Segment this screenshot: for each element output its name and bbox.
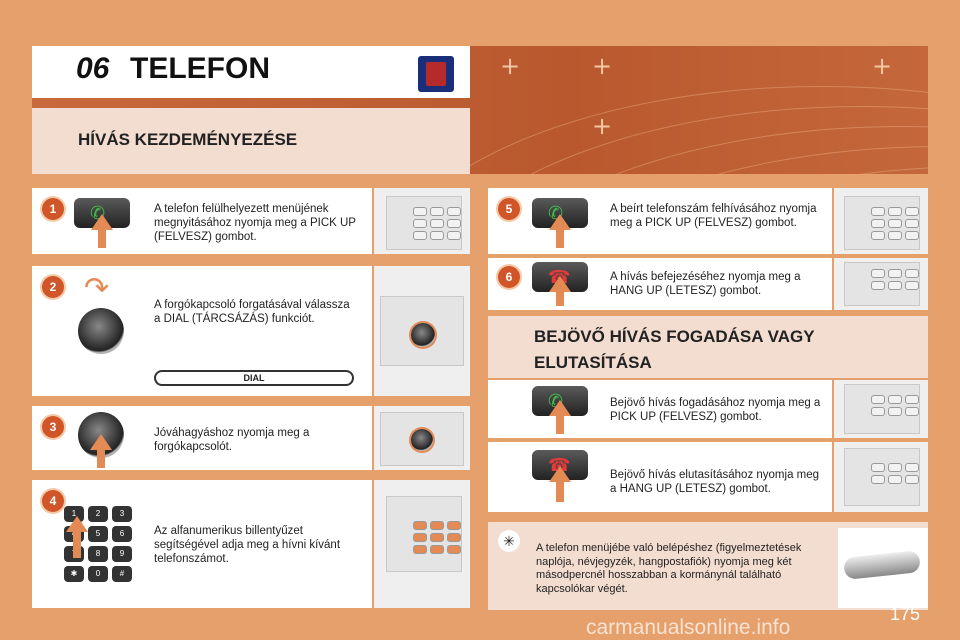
step-3-text: Jóváhagyáshoz nyomja meg a forgókapcsolót. [154, 427, 310, 453]
phone-screen-icon [844, 262, 920, 306]
rotary-knob-icon [78, 308, 124, 354]
section-heading [32, 108, 470, 174]
step-2-text: A forgókapcsoló forgatásával válassza a DIAL (TÁRCSÁZÁS) funkciót. [154, 299, 350, 325]
tip-text: A telefon menüjébe való belépéshez (figyelmeztetések naplója, névjegyzék, hangpostafiók) nyomja meg két másodpercnél hosszabban a kormánynál található kapcsolókar végét. [536, 542, 802, 595]
keypad-key: 3 [112, 506, 132, 522]
phone-screen-icon [386, 496, 462, 572]
keypad-key: 0 [88, 566, 108, 582]
arrow-up-icon [549, 214, 571, 230]
step-3-badge: 3 [42, 416, 64, 438]
arrow-up-icon [549, 400, 571, 416]
pick-up-button: ✆ [74, 198, 130, 228]
arrow-up-icon [90, 434, 112, 450]
reject-call-text: Bejövő hívás elutasításához nyomja meg a HANG UP (LETESZ) gombot. [610, 469, 820, 495]
step-4-text: Az alfanumerikus billentyűzet segítségével adja meg a hívni kívánt telefonszámot. [154, 525, 341, 565]
keypad-key: 6 [112, 526, 132, 542]
plus-decoration: + [500, 52, 521, 80]
plus-decoration: + [872, 52, 893, 80]
dial-label: DIAL [154, 370, 354, 386]
arrow-up-icon [549, 276, 571, 292]
watermark: carmanualsonline.info [586, 616, 791, 639]
hang-up-button: ☎ [532, 262, 588, 292]
step-5-badge: 5 [498, 198, 520, 220]
chapter-title: TELEFON [130, 52, 270, 85]
chapter-number: 06 [76, 52, 110, 85]
step-6-text: A hívás befejezéséhez nyomja meg a HANG UP (LETESZ) gombot. [610, 271, 801, 297]
phone-screen-icon [844, 448, 920, 506]
phone-logo-icon [418, 56, 454, 92]
control-panel-icon [380, 296, 464, 366]
step-4-badge: 4 [42, 490, 64, 512]
incoming-call-title: BEJÖVŐ HÍVÁS FOGADÁSA VAGY ELUTASÍTÁSA [534, 327, 815, 372]
phone-screen-icon [386, 196, 462, 250]
keypad-key: 9 [112, 546, 132, 562]
keypad-key: 8 [88, 546, 108, 562]
plus-decoration: + [592, 52, 613, 80]
incoming-call-heading [488, 316, 928, 378]
pick-up-button: ✆ [532, 386, 588, 416]
phone-screen-icon [844, 384, 920, 434]
rotate-arrow-icon: ↷ [84, 272, 110, 305]
section-title: HÍVÁS KEZDEMÉNYEZÉSE [78, 130, 298, 149]
control-panel-icon [380, 412, 464, 466]
keypad-key: 2 [88, 506, 108, 522]
keypad-key: ✱ [64, 566, 84, 582]
phone-screen-icon [844, 196, 920, 250]
arrow-up-icon [66, 516, 88, 532]
arrow-icon [73, 530, 81, 558]
accept-call-text: Bejövő hívás fogadásához nyomja meg a PICK UP (FELVESZ) gombot. [610, 397, 821, 423]
arrow-up-icon [91, 214, 113, 230]
steering-stalk-icon [843, 550, 921, 580]
page-number: 175 [889, 604, 920, 624]
pick-up-button: ✆ [532, 198, 588, 228]
keypad-key: 5 [88, 526, 108, 542]
tip-icon: ✳ [498, 530, 520, 552]
step-1-text: A telefon felülhelyezett menüjének megnyitásához nyomja meg a PICK UP (FELVESZ) gombot. [154, 203, 356, 243]
keypad-key: 1 [64, 506, 84, 522]
plus-decoration: + [592, 112, 613, 140]
step-5-text: A beírt telefonszám felhívásához nyomja meg a PICK UP (FELVESZ) gombot. [610, 203, 817, 229]
step-2-badge: 2 [42, 276, 64, 298]
step-1-badge: 1 [42, 198, 64, 220]
hang-up-button: ☎ [532, 450, 588, 480]
step-6-badge: 6 [498, 266, 520, 288]
keypad-key: # [112, 566, 132, 582]
stalk-image-panel [838, 528, 928, 608]
arrow-up-icon [549, 466, 571, 482]
